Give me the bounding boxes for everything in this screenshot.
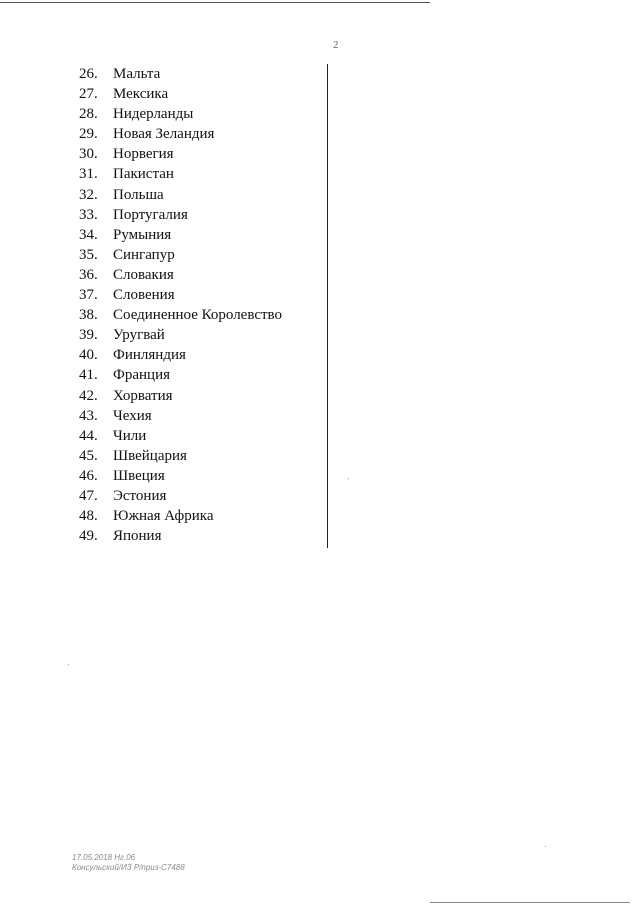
country-name: Словения <box>113 287 175 304</box>
footer-line-2: Консульский/ИЗ Р/приз-С7488 <box>72 863 185 872</box>
item-number: 49. <box>79 528 98 545</box>
list-item <box>79 446 282 466</box>
country-name: Пакистан <box>113 166 174 183</box>
list-item <box>79 124 282 144</box>
item-number: 27. <box>79 86 98 103</box>
item-number: 29. <box>79 126 98 143</box>
country-name: Швейцария <box>113 447 187 464</box>
list-item <box>79 185 282 205</box>
country-name: Португалия <box>113 206 188 223</box>
item-number: 46. <box>79 467 98 484</box>
list-item <box>79 365 282 385</box>
country-name: Чили <box>113 427 147 444</box>
country-name: Уругвай <box>113 327 165 344</box>
country-name: Новая Зеландия <box>113 126 215 143</box>
footer-line-1: 17.05.2018 Нг.06 <box>72 853 136 862</box>
list-item <box>79 84 282 104</box>
list-item <box>79 285 282 305</box>
list-item <box>79 265 282 285</box>
country-name: Швеция <box>113 467 165 484</box>
top-edge-line <box>0 2 430 3</box>
item-number: 34. <box>79 226 98 243</box>
country-name: Нидерланды <box>113 106 194 123</box>
item-number: 32. <box>79 186 98 203</box>
list-item <box>79 325 282 345</box>
item-number: 44. <box>79 427 98 444</box>
item-number: 30. <box>79 146 98 163</box>
country-name: Румыния <box>113 226 172 243</box>
item-number: 47. <box>79 487 98 504</box>
item-number: 45. <box>79 447 98 464</box>
list-item <box>79 305 282 325</box>
country-name: Мексика <box>113 86 169 103</box>
list-item <box>79 386 282 406</box>
country-name: Хорватия <box>113 387 173 404</box>
page-number: 2 <box>333 39 339 51</box>
list-item <box>79 486 282 506</box>
item-number: 48. <box>79 508 98 525</box>
country-name: Япония <box>113 528 162 545</box>
item-number: 43. <box>79 407 98 424</box>
item-number: 26. <box>79 66 98 82</box>
list-item <box>79 205 282 225</box>
list-item <box>79 64 282 84</box>
country-list <box>79 64 282 546</box>
item-number: 41. <box>79 367 98 384</box>
item-number: 35. <box>79 246 98 263</box>
item-number: 37. <box>79 287 98 304</box>
country-name: Эстония <box>113 487 167 504</box>
scan-speck <box>348 478 349 479</box>
list-item <box>79 144 282 164</box>
item-number: 31. <box>79 166 98 183</box>
list-item <box>79 345 282 365</box>
country-name: Норвегия <box>113 146 174 163</box>
list-item <box>79 526 282 546</box>
list-item <box>79 406 282 426</box>
list-item <box>79 225 282 245</box>
country-name: Польша <box>113 186 164 203</box>
country-name: Соединенное Королевство <box>113 307 283 324</box>
item-number: 40. <box>79 347 98 364</box>
item-number: 28. <box>79 106 98 123</box>
country-name: Сингапур <box>113 246 175 263</box>
list-item <box>79 506 282 526</box>
item-number: 38. <box>79 307 98 324</box>
item-number: 36. <box>79 266 98 283</box>
scan-speck <box>68 664 69 665</box>
country-name: Словакия <box>113 266 174 283</box>
vertical-divider <box>327 64 328 548</box>
country-name: Франция <box>113 367 170 384</box>
item-number: 33. <box>79 206 98 223</box>
bottom-edge-line <box>430 902 630 903</box>
list-item <box>79 104 282 124</box>
list-item <box>79 245 282 265</box>
footer-stamp <box>72 853 185 873</box>
scan-speck <box>545 846 546 847</box>
country-name: Финляндия <box>113 347 186 364</box>
list-item <box>79 466 282 486</box>
country-name: Южная Африка <box>113 508 214 525</box>
country-name: Мальта <box>113 66 161 82</box>
item-number: 42. <box>79 387 98 404</box>
country-name: Чехия <box>113 407 152 424</box>
item-number: 39. <box>79 327 98 344</box>
list-item <box>79 426 282 446</box>
list-item <box>79 164 282 184</box>
